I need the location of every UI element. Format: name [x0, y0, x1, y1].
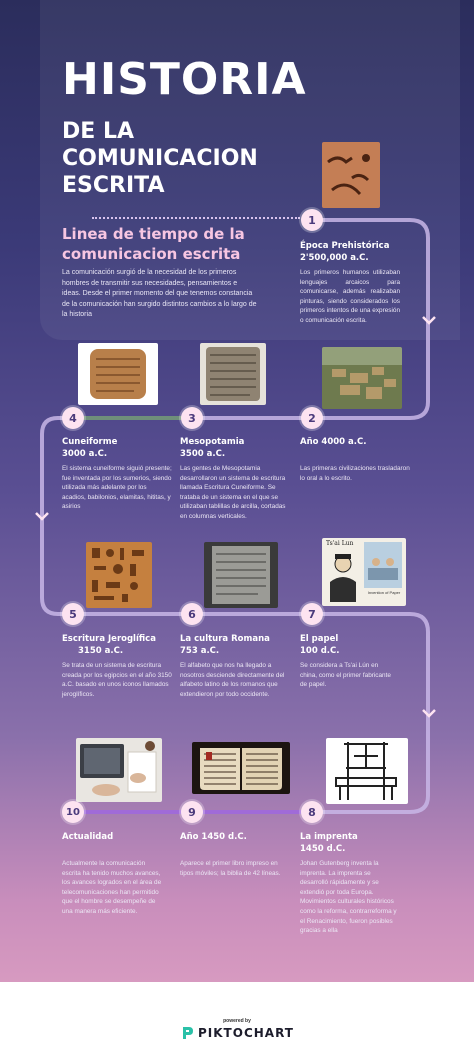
event-date: 1450 d.C. [300, 844, 346, 854]
event-date: 2'500,000 a.C. [300, 253, 369, 263]
portrait-icon [326, 550, 360, 602]
powered-by-label: powered by [223, 1018, 251, 1024]
tsai-lun-image [322, 538, 406, 606]
paper-image-caption: Invention of Paper [367, 590, 401, 595]
timeline-marker-7: 7 [301, 603, 323, 625]
event-name: Año 4000 a.C. [300, 437, 367, 447]
page-title: HISTORIA [62, 54, 307, 105]
event-title [62, 633, 182, 657]
event-description: Actualmente la comunicación escrita ha tenido muchos avances, los avances logrados en el área de telecomunicaciones han permitido que el hombre se desempeñe de una manera más eficiente. [62, 860, 162, 915]
timeline-marker-2: 2 [301, 407, 323, 429]
event-description: Las primeras civilizaciones trasladaron lo oral a lo escrito. [300, 465, 410, 482]
event-description: Las gentes de Mesopotamia desarrollaron un sistema de escritura llamada Escritura Cuneiforme. Se trataba de un sistema en el que se utilizaban tablillas de arcilla, cortadas en columnas verticales. [180, 465, 286, 520]
subtitle-line: ESCRITA [62, 173, 165, 198]
event-description: Los primeros humanos utilizaban lenguajes arcaicos para comunicarse, además realizaban pinturas, siendo considerados los primeros intentos de una expresión o comunicación escrita. [300, 269, 400, 324]
timeline-marker-6: 6 [181, 603, 203, 625]
event-name: Escritura Jeroglífica [62, 634, 156, 644]
timeline-marker-10: 10 [62, 801, 84, 823]
event-name: Año 1450 d.C. [180, 832, 247, 842]
event-title [300, 831, 420, 855]
ancient-city-image [322, 347, 402, 409]
event-title [180, 436, 300, 460]
sumerian-tablet-image [200, 343, 266, 405]
event-date: 100 d.C. [300, 646, 340, 656]
event-description: Johan Gutenberg inventa la imprenta. La imprenta se desarrolló rápidamente y se extendió por toda Europa. Movimientos culturales históricos como la reforma, contrarreforma y el Renacimiento, fueron posibles gracias a ella [300, 860, 397, 935]
event-description: Se considera a Ts'ai Lún en china, como el primer fabricante de papel. [300, 662, 391, 689]
event-description: Se trata de un sistema de escritura creada por los egipcios en el año 3150 a.C. basado en unos iconos llamados jeroglíficos. [62, 662, 172, 698]
timeline-marker-5: 5 [62, 603, 84, 625]
event-date: 3500 a.C. [180, 449, 226, 459]
event-name: Actualidad [62, 832, 114, 842]
chevron-down-icon [35, 511, 49, 521]
event-name: Época Prehistórica [300, 241, 390, 251]
cave-painting-image [322, 142, 380, 208]
event-description: El alfabeto que nos ha llegado a nosotros desciende directamente del alfabeto latino de los romanos que extendieron por todo occidente. [180, 662, 285, 698]
hieroglyphs-image [86, 542, 152, 608]
roman-inscription-image [204, 542, 278, 608]
piktochart-logo-icon [180, 1025, 194, 1041]
paper-image-title: Ts'ai Lun [326, 540, 354, 547]
event-description: Aparece el primer libro impreso en tipos móviles; la biblia de 42 líneas. [180, 860, 281, 877]
gutenberg-bible-image [192, 742, 290, 794]
event-name: Cuneiforme [62, 437, 118, 447]
chevron-down-icon [422, 708, 436, 718]
event-title [180, 831, 300, 843]
timeline-marker-4: 4 [62, 407, 84, 429]
clay-tablet-image [78, 343, 158, 405]
event-date: 753 a.C. [180, 646, 220, 656]
timeline-marker-1: 1 [301, 209, 323, 231]
timeline-marker-9: 9 [181, 801, 203, 823]
subtitle-line: DE LA [62, 119, 134, 144]
printing-press-image [326, 738, 408, 804]
event-title [62, 436, 182, 460]
timeline-marker-8: 8 [301, 801, 323, 823]
intro-text: La comunicación surgió de la necesidad de los primeros hombres de transmitir sus necesidades, pensamientos e ideas. Desde el primer momento del que tenemos constancia de la comunicación han surgido distintos cambios a lo largo de la historia [62, 269, 257, 318]
paper-making-scene-icon [364, 542, 402, 588]
event-date: 3150 a.C. [78, 646, 124, 656]
event-name: La cultura Romana [180, 634, 270, 644]
piktochart-link[interactable] [180, 1024, 300, 1042]
event-title [300, 240, 420, 264]
chevron-down-icon [422, 315, 436, 325]
brand-name: PIKTOCHART [198, 1026, 294, 1040]
event-title [300, 436, 420, 448]
timeline-heading: Linea de tiempo de la comunicacion escrita [62, 225, 245, 263]
event-title [300, 633, 420, 657]
event-name: La imprenta [300, 832, 358, 842]
event-name: Mesopotamia [180, 437, 245, 447]
event-title [62, 831, 182, 843]
laptop-writing-image [76, 738, 162, 802]
event-title [180, 633, 300, 657]
event-description: El sistema cuneiforme siguió presente; fue inventada por los sumerios, siendo utilizada más adelante por los acadios, babilonios, elamitas, hititas, y asirios [62, 465, 172, 511]
event-name: El papel [300, 634, 339, 644]
event-date: 3000 a.C. [62, 449, 108, 459]
subtitle-line: COMUNICACION [62, 146, 258, 171]
timeline-marker-3: 3 [181, 407, 203, 429]
